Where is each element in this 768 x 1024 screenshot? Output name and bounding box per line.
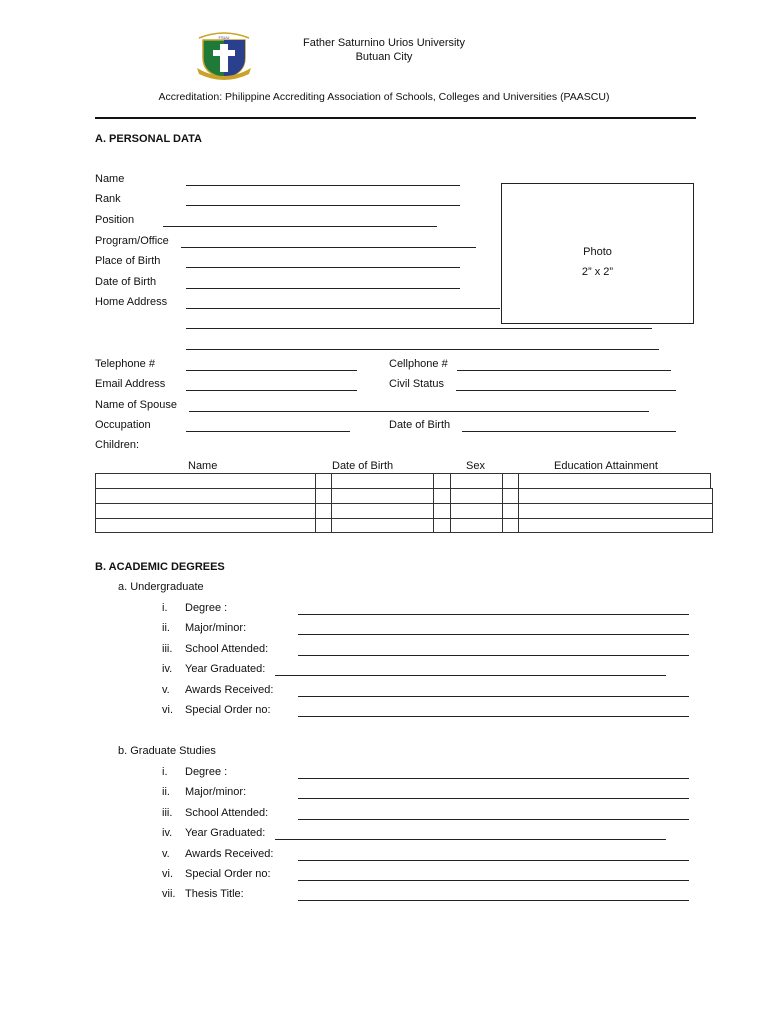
gr-degree-field[interactable]	[298, 778, 689, 779]
table-row[interactable]	[95, 473, 711, 488]
table-row[interactable]	[95, 503, 713, 518]
gr-num-2: ii.	[162, 786, 170, 798]
program-field[interactable]	[181, 247, 476, 248]
label-date-of-birth: Date of Birth	[95, 276, 157, 288]
gr-label-special-order: Special Order no:	[185, 868, 271, 880]
ug-major-field[interactable]	[298, 634, 689, 635]
label-occupation: Occupation	[95, 419, 151, 431]
gr-num-6: vi.	[162, 868, 173, 880]
label-email: Email Address	[95, 378, 166, 390]
table-divider	[331, 473, 332, 532]
table-divider	[502, 473, 503, 532]
header-rule	[95, 117, 696, 119]
position-field[interactable]	[163, 226, 437, 227]
email-field[interactable]	[186, 390, 357, 391]
civil-status-field[interactable]	[456, 390, 676, 391]
ug-year-field[interactable]	[275, 675, 666, 676]
university-name: Father Saturnino Urios University	[302, 37, 465, 49]
gr-num-3: iii.	[162, 807, 173, 819]
gr-school-field[interactable]	[298, 819, 689, 820]
logo-text: FSUU	[218, 35, 230, 40]
name-field[interactable]	[186, 185, 460, 186]
ug-label-school: School Attended:	[185, 643, 269, 655]
label-civil-status: Civil Status	[389, 378, 445, 390]
gr-major-field[interactable]	[298, 798, 689, 799]
gr-year-field[interactable]	[275, 839, 666, 840]
gr-awards-field[interactable]	[298, 860, 689, 861]
ug-school-field[interactable]	[298, 655, 689, 656]
place-of-birth-field[interactable]	[186, 267, 460, 268]
gr-num-5: v.	[162, 848, 170, 860]
label-telephone: Telephone #	[95, 358, 155, 370]
spouse-dob-field[interactable]	[462, 431, 676, 432]
label-rank: Rank	[95, 193, 121, 205]
home-address-field-3[interactable]	[186, 349, 659, 350]
table-header-sex: Sex	[466, 460, 485, 472]
table-divider	[518, 473, 519, 532]
ug-label-year: Year Graduated:	[185, 663, 266, 675]
ug-num-1: i.	[162, 602, 168, 614]
gr-label-thesis: Thesis Title:	[185, 888, 244, 900]
cellphone-field[interactable]	[457, 370, 671, 371]
gr-num-1: i.	[162, 766, 168, 778]
gr-label-school: School Attended:	[185, 807, 269, 819]
ug-num-3: iii.	[162, 643, 173, 655]
gr-special-order-field[interactable]	[298, 880, 689, 881]
label-cellphone: Cellphone #	[389, 358, 448, 370]
gr-label-major: Major/minor:	[185, 786, 247, 798]
occupation-field[interactable]	[186, 431, 350, 432]
ug-num-6: vi.	[162, 704, 173, 716]
gr-thesis-field[interactable]	[298, 900, 689, 901]
gr-label-degree: Degree :	[185, 766, 228, 778]
label-name: Name	[95, 173, 125, 185]
ug-num-4: iv.	[162, 663, 173, 675]
label-position: Position	[95, 214, 135, 226]
accreditation-line: Accreditation: Philippine Accrediting Association of Schools, Colleges and Universities (PAASCU)	[158, 91, 610, 103]
gr-num-4: iv.	[162, 827, 173, 839]
university-city: Butuan City	[355, 51, 413, 63]
ug-label-special-order: Special Order no:	[185, 704, 271, 716]
table-divider	[433, 473, 434, 532]
table-header-education: Education Attainment	[554, 460, 658, 472]
label-spouse-dob: Date of Birth	[389, 419, 451, 431]
table-divider	[315, 473, 316, 532]
label-program: Program/Office	[95, 235, 169, 247]
label-place-of-birth: Place of Birth	[95, 255, 161, 267]
gr-num-7: vii.	[162, 888, 176, 900]
ug-label-awards: Awards Received:	[185, 684, 274, 696]
ug-degree-field[interactable]	[298, 614, 689, 615]
gr-label-year: Year Graduated:	[185, 827, 266, 839]
label-home-address: Home Address	[95, 296, 168, 308]
ug-special-order-field[interactable]	[298, 716, 689, 717]
home-address-field-1[interactable]	[186, 308, 500, 309]
table-header-name: Name	[188, 460, 218, 472]
table-row[interactable]	[95, 518, 713, 533]
date-of-birth-field[interactable]	[186, 288, 460, 289]
gr-label-awards: Awards Received:	[185, 848, 274, 860]
rank-field[interactable]	[186, 205, 460, 206]
table-bottom-border	[95, 532, 713, 533]
home-address-field-2[interactable]	[186, 328, 652, 329]
label-children: Children:	[95, 439, 140, 451]
label-spouse: Name of Spouse	[95, 399, 177, 411]
undergrad-title: a. Undergraduate	[118, 581, 204, 593]
section-a-title: A. PERSONAL DATA	[95, 133, 202, 145]
table-header-dob: Date of Birth	[332, 460, 394, 472]
section-b-title: B. ACADEMIC DEGREES	[95, 561, 225, 573]
grad-title: b. Graduate Studies	[118, 745, 216, 757]
photo-label: Photo	[583, 246, 612, 258]
ug-awards-field[interactable]	[298, 696, 689, 697]
spouse-field[interactable]	[189, 411, 649, 412]
ug-num-5: v.	[162, 684, 170, 696]
telephone-field[interactable]	[186, 370, 357, 371]
ug-num-2: ii.	[162, 622, 170, 634]
photo-size: 2” x 2”	[581, 266, 614, 278]
table-divider	[450, 473, 451, 532]
ug-label-major: Major/minor:	[185, 622, 247, 634]
ug-label-degree: Degree :	[185, 602, 228, 614]
table-row[interactable]	[95, 488, 713, 503]
